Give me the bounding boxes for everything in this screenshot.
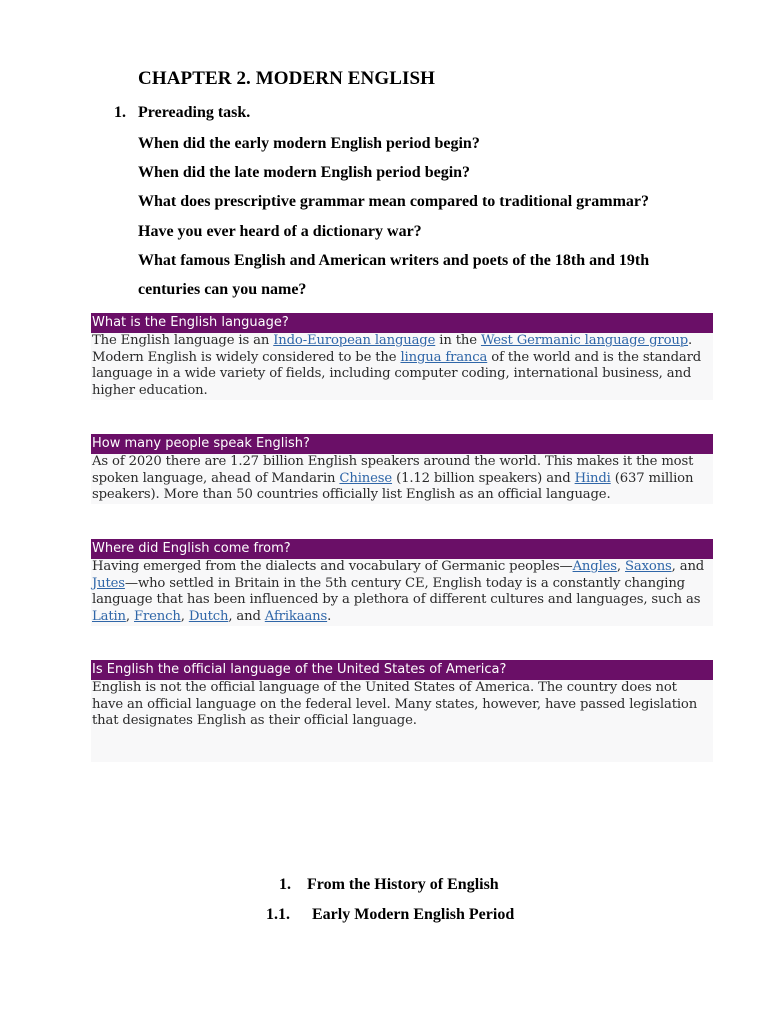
prereading-question: What famous English and American writers and poets of the 18th and 19th centuries can you name? <box>138 251 650 299</box>
faq-link[interactable]: Latin <box>92 609 126 625</box>
faq-link[interactable]: Jutes <box>92 575 125 591</box>
prereading-question: Have you ever heard of a dictionary war? <box>138 222 422 240</box>
faq-text: The English language is an <box>92 333 274 348</box>
faq-link[interactable]: Indo-European language <box>273 333 436 348</box>
section-heading-history <box>279 876 499 894</box>
prereading-heading-text: Prereading task. <box>138 104 251 121</box>
section-title: Early Modern English Period <box>312 906 515 923</box>
faq-answer <box>91 454 713 504</box>
faq-text: (637 million speakers). More than 50 countries officially list English as an official language. <box>92 470 694 503</box>
faq-box-what-is-english <box>91 313 713 400</box>
faq-text: , <box>616 559 626 574</box>
faq-text: . <box>327 609 332 625</box>
faq-link[interactable]: lingua franca <box>400 349 488 365</box>
section-number: 1. <box>279 876 291 893</box>
prereading-task <box>114 100 714 304</box>
faq-question: How many people speak English? <box>91 434 713 454</box>
faq-link[interactable]: West Germanic language group <box>480 333 689 348</box>
faq-text: Having emerged from the dialects and vocabulary of Germanic peoples— <box>92 559 573 574</box>
faq-box-official-language-usa <box>91 660 713 762</box>
faq-text: . Modern English is widely considered to be the <box>92 333 693 365</box>
faq-link[interactable]: Hindi <box>574 470 611 486</box>
faq-text: , and <box>228 609 265 625</box>
faq-question: What is the English language? <box>91 313 713 333</box>
faq-question: Is English the official language of the United States of America? <box>91 660 713 680</box>
faq-text: —who settled in Britain in the 5th century CE, English today is a constantly changing language that has been influenced by a plethora of different cultures and languages, such as <box>92 575 701 608</box>
chapter-title: CHAPTER 2. MODERN ENGLISH <box>138 68 436 89</box>
faq-question: Where did English come from? <box>91 539 713 559</box>
faq-box-where-from <box>91 539 713 626</box>
faq-link[interactable]: Angles <box>572 559 617 574</box>
prereading-question: When did the early modern English period begin? <box>138 135 480 152</box>
faq-box-how-many-speakers <box>91 434 713 504</box>
faq-link[interactable]: French <box>133 609 181 625</box>
faq-text: , and <box>671 559 705 574</box>
prereading-question: What does prescriptive grammar mean compared to traditional grammar? <box>138 193 650 211</box>
section-title: From the History of English <box>307 876 499 893</box>
section-number: 1.1. <box>266 906 290 923</box>
faq-answer <box>91 680 713 730</box>
faq-answer <box>91 559 713 626</box>
faq-answer <box>91 333 713 400</box>
faq-text: of the world and is the standard language in a wide variety of fields, including computer coding, international business, and higher education. <box>92 349 702 399</box>
prereading-question: When did the late modern English period begin? <box>138 164 471 182</box>
prereading-heading <box>114 100 714 129</box>
prereading-number: 1. <box>114 104 126 121</box>
faq-text: As of 2020 there are 1.27 billion English speakers around the world. This makes it the most spoken language, ahead of Mandarin <box>92 454 694 486</box>
faq-link[interactable]: Dutch <box>188 609 229 625</box>
faq-link[interactable]: Chinese <box>339 470 393 486</box>
faq-link[interactable]: Saxons <box>625 559 672 574</box>
faq-text: English is not the official language of the United States of America. The country does not have an official language on the federal level. Many states, however, have passed legislation that designates English as their official language. <box>92 680 698 729</box>
faq-text: , <box>125 609 134 625</box>
faq-text: in the <box>435 333 481 348</box>
faq-text: (1.12 billion speakers) and <box>392 470 575 486</box>
faq-text: , <box>180 609 189 625</box>
faq-link[interactable]: Afrikaans <box>264 609 328 625</box>
section-heading-early-modern <box>266 906 514 924</box>
